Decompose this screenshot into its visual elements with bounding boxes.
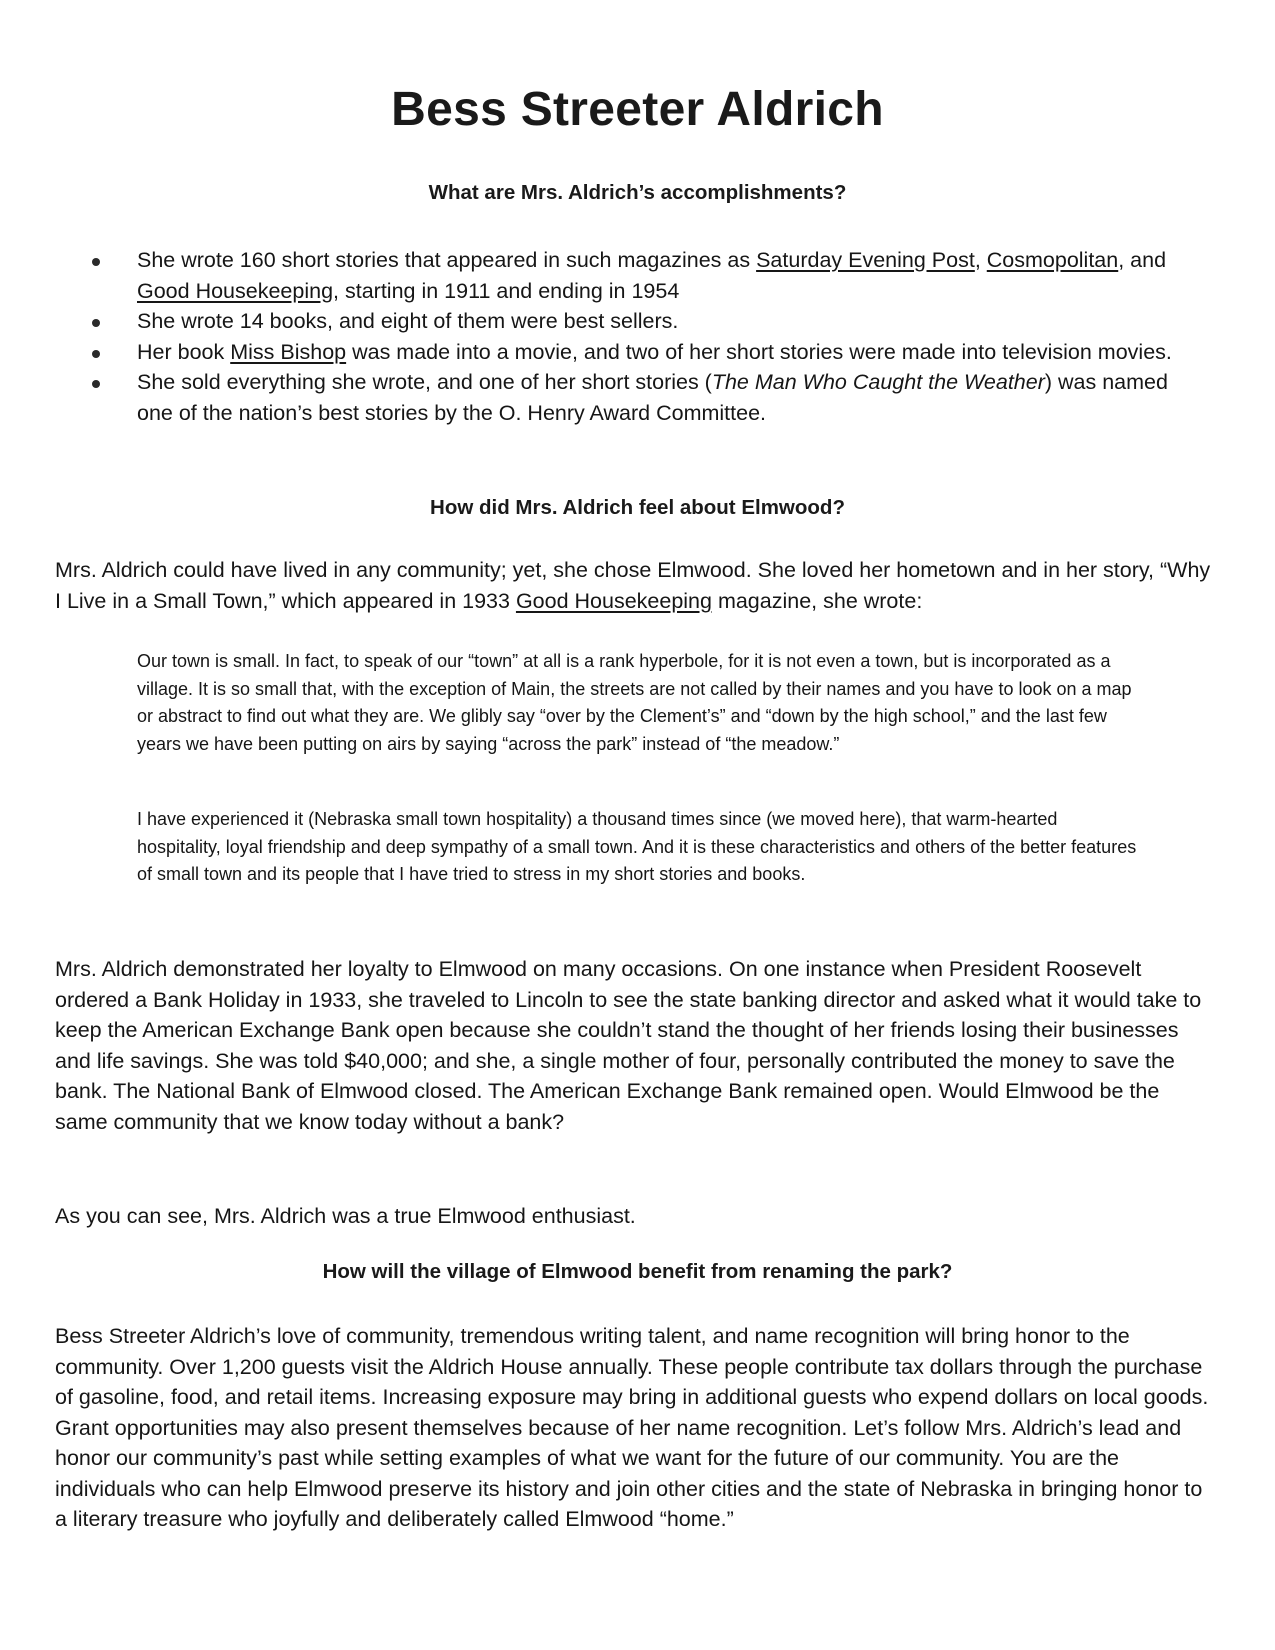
list-item: She wrote 14 books, and eight of them were best sellers. xyxy=(137,306,1197,337)
page-title: Bess Streeter Aldrich xyxy=(391,83,884,136)
magazine-title: Good Housekeeping xyxy=(137,278,334,303)
summary-paragraph: As you can see, Mrs. Aldrich was a true Elmwood enthusiast. xyxy=(55,1204,636,1228)
magazine-title: Saturday Evening Post xyxy=(756,248,975,272)
block-quote-1: Our town is small. In fact, to speak of our “town” at all is a rank hyperbole, for it is not even a town, but is incorporated as a village. It is so small that, with the exception of Main, the streets are not called by their names and you have to look on a map or abstract to find out what they are. We glibly say “over by the Clement’s” and “down by the high school,” and the last few years we have been putting on airs by saying “across the park” instead of “the meadow.” xyxy=(137,651,1132,754)
accomplishments-list xyxy=(137,245,1197,428)
bullet-icon xyxy=(92,319,100,327)
magazine-title: Good Housekeeping xyxy=(515,588,712,613)
section-heading-accomplishments: What are Mrs. Aldrich’s accomplishments? xyxy=(428,181,847,204)
section-heading-elmwood: How did Mrs. Aldrich feel about Elmwood? xyxy=(430,496,845,519)
bullet-icon xyxy=(92,258,100,266)
book-title: Miss Bishop xyxy=(230,339,347,364)
list-item: She sold everything she wrote, and one of her short stories (The Man Who Caught the Weather) was named one of the nation’s best stories by the O. Henry Award Committee. xyxy=(137,367,1197,428)
bullet-icon xyxy=(92,380,100,388)
list-item: She wrote 160 short stories that appeared in such magazines as Saturday Evening Post, Cosmopolitan, and Good Housekeeping, starting in 1911 and ending in 1954 xyxy=(137,245,1197,306)
bullet-icon xyxy=(92,350,100,358)
magazine-title: Cosmopolitan xyxy=(986,248,1119,272)
intro-paragraph: Mrs. Aldrich could have lived in any community; yet, she chose Elmwood. She loved her hometown and in her story, “Why I Live in a Small Town,” which appeared in 1933 Good Housekeeping magazine, she wrote: xyxy=(55,558,1211,613)
list-item: Her book Miss Bishop was made into a movie, and two of her short stories were made into television movies. xyxy=(137,337,1197,368)
loyalty-paragraph: Mrs. Aldrich demonstrated her loyalty to Elmwood on many occasions. On one instance when President Roosevelt ordered a Bank Holiday in 1933, she traveled to Lincoln to see the state banking director and asked what it would take to keep the American Exchange Bank open because she couldn’t stand the thought of her friends losing their businesses and life savings. She was told $40,000; and she, a single mother of four, personally contributed the money to save the bank. The National Bank of Elmwood closed. The American Exchange Bank remained open. Would Elmwood be the same community that we know today without a bank? xyxy=(55,957,1202,1134)
block-quote-2: I have experienced it (Nebraska small town hospitality) a thousand times since (we moved here), that warm-hearted hospitality, loyal friendship and deep sympathy of a small town. And it is these characteristics and others of the better features of small town and its people that I have tried to stress in my short stories and books. xyxy=(137,809,1137,884)
story-title: The Man Who Caught the Weather xyxy=(711,370,1045,394)
section-heading-benefit: How will the village of Elmwood benefit from renaming the park? xyxy=(322,1260,953,1283)
benefit-paragraph: Bess Streeter Aldrich’s love of community, tremendous writing talent, and name recognition will bring honor to the community. Over 1,200 guests visit the Aldrich House annually. These people contribute tax dollars through the purchase of gasoline, food, and retail items. Increasing exposure may bring in additional guests who expend dollars on local goods. Grant opportunities may also present themselves because of her name recognition. Let’s follow Mrs. Aldrich’s lead and honor our community’s past while setting examples of what we want for the future of our community. You are the individuals who can help Elmwood preserve its history and join other cities and the state of Nebraska in bringing honor to a literary treasure who joyfully and deliberately called Elmwood “home.” xyxy=(55,1324,1209,1531)
